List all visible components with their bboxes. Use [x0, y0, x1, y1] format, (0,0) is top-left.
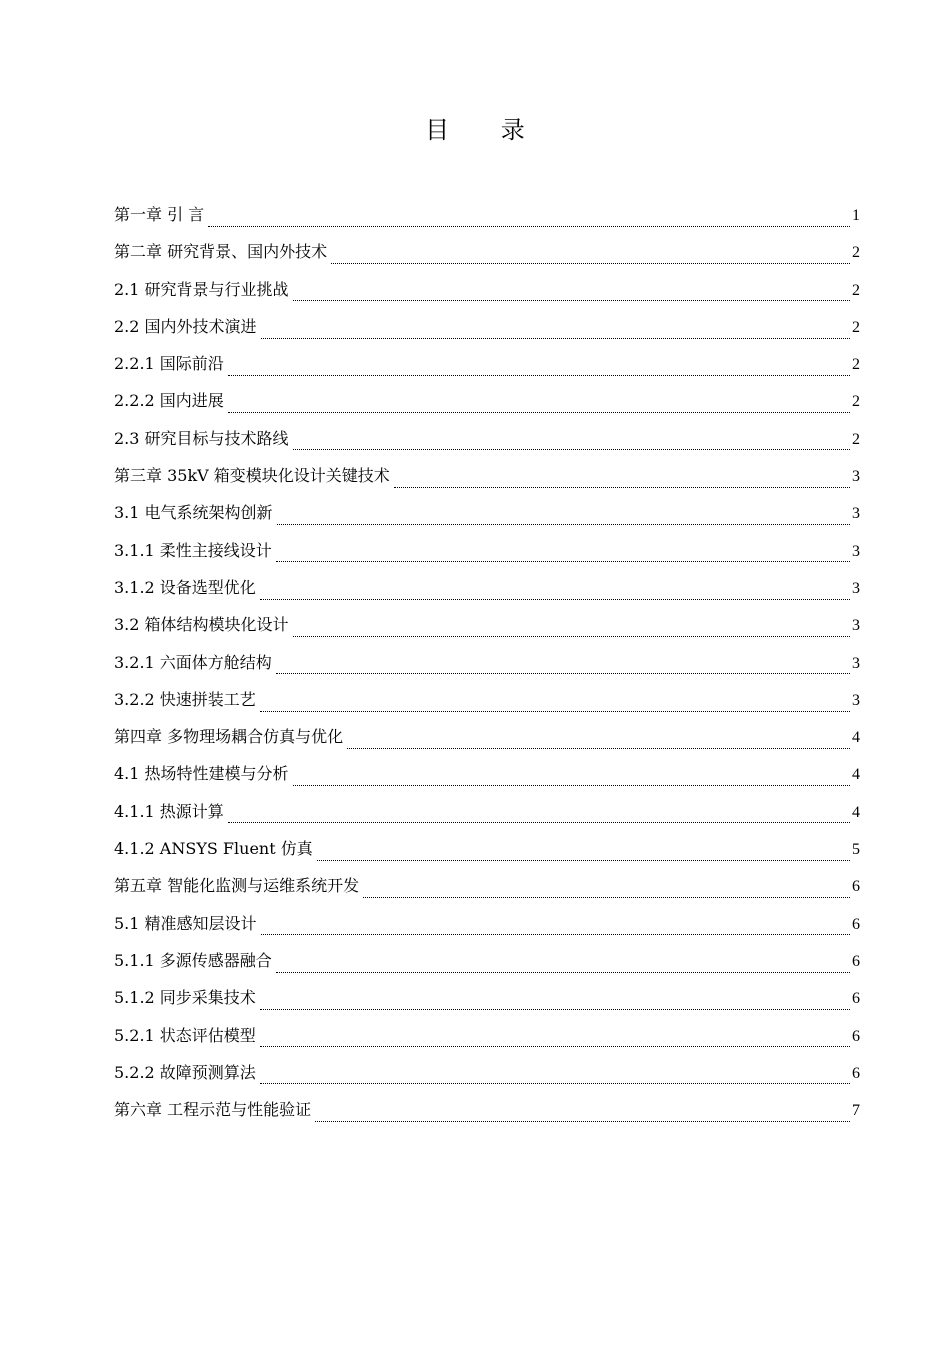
toc-entry-page-number: 2 [852, 393, 860, 411]
toc-dot-leader [260, 997, 850, 1013]
table-of-contents [114, 200, 860, 1132]
toc-entry-label: 4.1.1 热源计算 [114, 801, 224, 821]
toc-entry-label: 第三章 35kV 箱变模块化设计关键技术 [114, 466, 390, 486]
toc-entry-label: 2.3 研究目标与技术路线 [114, 428, 289, 448]
toc-dot-leader [394, 475, 850, 491]
toc-entry-page-number: 2 [852, 244, 860, 262]
toc-entry-label: 第四章 多物理场耦合仿真与优化 [114, 727, 344, 747]
toc-dot-leader [260, 1034, 850, 1050]
toc-entry-page-number: 2 [852, 430, 860, 448]
toc-entry[interactable] [114, 237, 860, 274]
toc-dot-leader [363, 885, 850, 901]
toc-entry[interactable] [114, 871, 860, 908]
toc-dot-leader [261, 326, 850, 342]
toc-entry[interactable] [114, 424, 860, 461]
toc-entry-page-number: 2 [852, 318, 860, 336]
toc-dot-leader [277, 512, 850, 528]
toc-entry[interactable] [114, 1058, 860, 1095]
toc-dot-leader [228, 400, 850, 416]
toc-dot-leader [276, 549, 850, 565]
toc-entry-label: 第五章 智能化监测与运维系统开发 [114, 876, 360, 896]
toc-entry[interactable] [114, 1095, 860, 1132]
toc-entry-page-number: 3 [852, 691, 860, 709]
toc-entry-page-number: 7 [852, 1102, 860, 1120]
toc-dot-leader [293, 288, 850, 304]
toc-entry[interactable] [114, 498, 860, 535]
toc-entry-label: 4.1.2 ANSYS Fluent 仿真 [114, 839, 313, 859]
toc-entry-page-number: 2 [852, 281, 860, 299]
toc-entry-label: 5.1 精准感知层设计 [114, 913, 257, 933]
toc-entry-page-number: 6 [852, 990, 860, 1008]
toc-dot-leader [228, 363, 850, 379]
toc-entry[interactable] [114, 461, 860, 498]
toc-entry-label: 2.2.2 国内进展 [114, 391, 224, 411]
toc-entry[interactable] [114, 610, 860, 647]
toc-entry[interactable] [114, 1021, 860, 1058]
toc-entry-page-number: 4 [852, 766, 860, 784]
toc-entry[interactable] [114, 573, 860, 610]
toc-entry-page-number: 1 [852, 207, 860, 224]
toc-entry[interactable] [114, 200, 860, 237]
toc-entry-page-number: 3 [852, 542, 860, 560]
toc-entry-page-number: 6 [852, 878, 860, 896]
toc-entry[interactable] [114, 759, 860, 796]
toc-entry-label: 2.1 研究背景与行业挑战 [114, 279, 289, 299]
toc-entry-label: 3.2.2 快速拼装工艺 [114, 689, 256, 709]
toc-entry-label: 5.1.2 同步采集技术 [114, 988, 256, 1008]
toc-dot-leader [276, 661, 850, 677]
toc-dot-leader [260, 699, 850, 715]
toc-entry[interactable] [114, 983, 860, 1020]
toc-entry-page-number: 4 [852, 729, 860, 747]
toc-dot-leader [260, 587, 850, 603]
toc-entry-label: 第六章 工程示范与性能验证 [114, 1100, 312, 1120]
toc-entry-label: 第一章 引 言 [114, 205, 205, 224]
page-title: 目 录 [425, 116, 547, 144]
toc-entry-page-number: 6 [852, 1027, 860, 1045]
toc-entry-page-number: 3 [852, 468, 860, 486]
toc-dot-leader [260, 1071, 850, 1087]
toc-dot-leader [293, 773, 850, 789]
toc-entry[interactable] [114, 349, 860, 386]
toc-dot-leader [331, 251, 850, 267]
toc-entry-label: 2.2.1 国际前沿 [114, 354, 224, 374]
toc-entry-page-number: 3 [852, 617, 860, 635]
toc-entry[interactable] [114, 909, 860, 946]
toc-entry[interactable] [114, 685, 860, 722]
toc-entry-label: 第二章 研究背景、国内外技术 [114, 242, 328, 262]
toc-entry[interactable] [114, 386, 860, 423]
toc-entry[interactable] [114, 834, 860, 871]
toc-entry-label: 3.1.1 柔性主接线设计 [114, 540, 272, 560]
toc-dot-leader [347, 736, 850, 752]
toc-entry-page-number: 5 [852, 841, 860, 859]
toc-dot-leader [276, 960, 850, 976]
toc-entry-label: 5.2.2 故障预测算法 [114, 1062, 256, 1082]
toc-entry[interactable] [114, 722, 860, 759]
toc-entry-label: 3.2.1 六面体方舱结构 [114, 652, 272, 672]
toc-entry-page-number: 6 [852, 915, 860, 933]
toc-dot-leader [315, 1109, 850, 1125]
toc-entry[interactable] [114, 312, 860, 349]
toc-entry-label: 3.1 电气系统架构创新 [114, 503, 273, 523]
toc-dot-leader [261, 922, 850, 938]
toc-entry-page-number: 3 [852, 505, 860, 523]
toc-entry[interactable] [114, 275, 860, 312]
toc-entry-page-number: 3 [852, 579, 860, 597]
toc-entry-label: 5.1.1 多源传感器融合 [114, 950, 272, 970]
toc-entry-label: 2.2 国内外技术演进 [114, 316, 257, 336]
toc-dot-leader [228, 810, 850, 826]
toc-entry[interactable] [114, 536, 860, 573]
toc-dot-leader [317, 848, 850, 864]
toc-entry[interactable] [114, 946, 860, 983]
toc-dot-leader [293, 437, 850, 453]
toc-entry-label: 4.1 热场特性建模与分析 [114, 764, 289, 784]
toc-entry-page-number: 3 [852, 654, 860, 672]
toc-entry[interactable] [114, 648, 860, 685]
toc-entry[interactable] [114, 797, 860, 834]
toc-entry-page-number: 2 [852, 356, 860, 374]
toc-entry-page-number: 6 [852, 952, 860, 970]
toc-dot-leader [208, 214, 850, 230]
toc-entry-page-number: 6 [852, 1064, 860, 1082]
toc-entry-label: 3.2 箱体结构模块化设计 [114, 615, 289, 635]
toc-entry-label: 3.1.2 设备选型优化 [114, 577, 256, 597]
toc-dot-leader [293, 624, 850, 640]
toc-entry-label: 5.2.1 状态评估模型 [114, 1025, 256, 1045]
toc-entry-page-number: 4 [852, 803, 860, 821]
